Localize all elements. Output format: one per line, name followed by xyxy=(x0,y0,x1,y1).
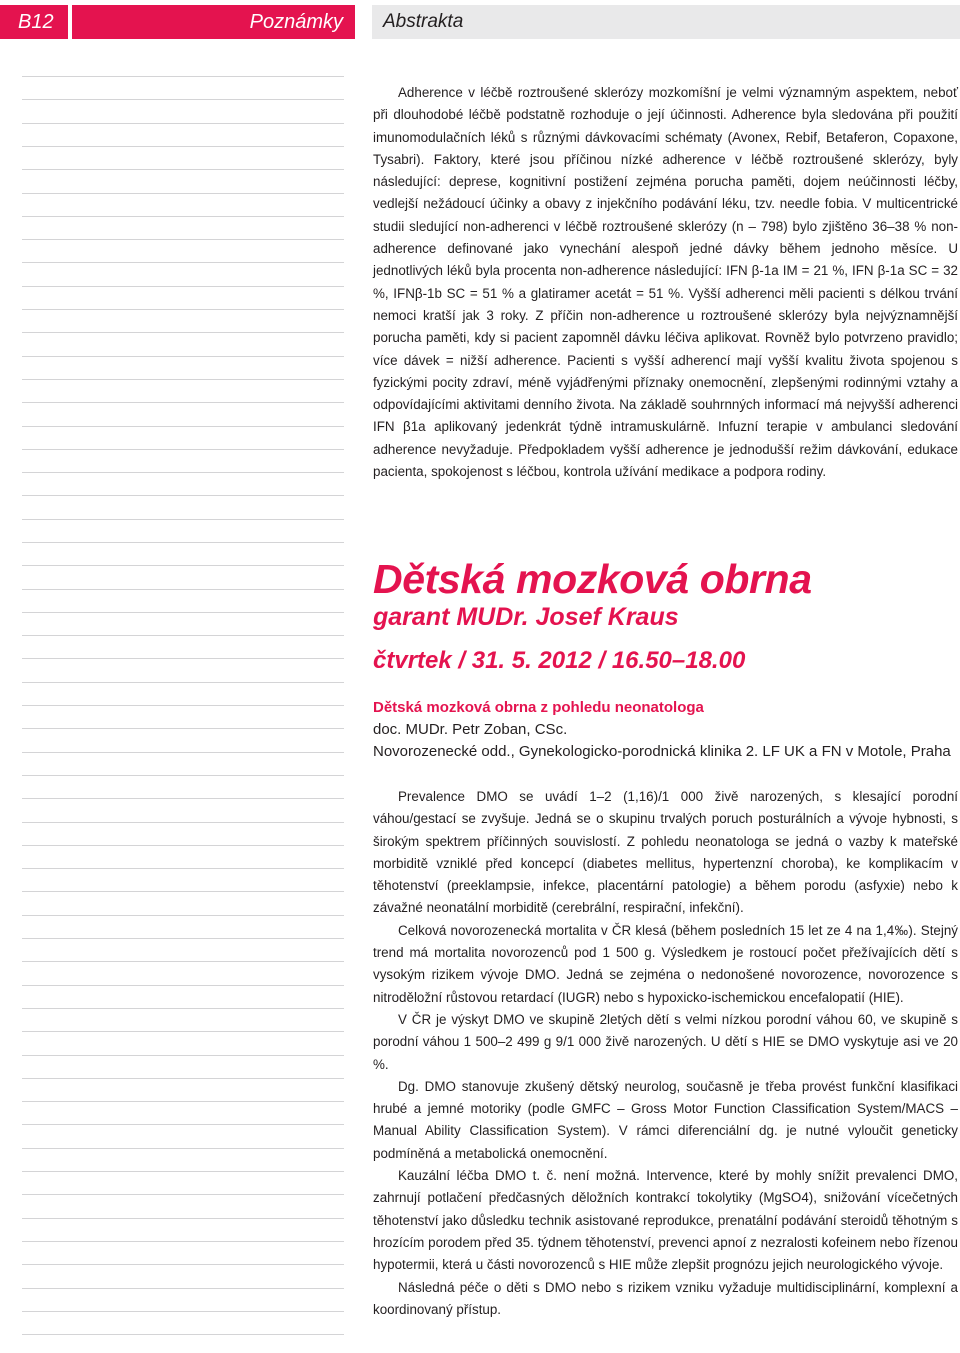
note-rule-line xyxy=(22,99,344,100)
note-rule-line xyxy=(22,1148,344,1149)
section-header: Abstrakta xyxy=(372,5,960,39)
note-rule-line xyxy=(22,938,344,939)
note-rule-line xyxy=(22,123,344,124)
talk-paragraph: Následná péče o děti s DMO nebo s rizikem vzniku vyžaduje multidisciplinární, komplexní a koordinovaný přístup. xyxy=(373,1279,958,1317)
note-rule-line xyxy=(22,1311,344,1312)
note-rule-line xyxy=(22,1171,344,1172)
page-number-tab: B12 xyxy=(0,5,68,39)
note-rule-line xyxy=(22,146,344,147)
note-rule-line xyxy=(22,635,344,636)
note-rule-line xyxy=(22,1334,344,1335)
note-rule-line xyxy=(22,1241,344,1242)
talk-text xyxy=(373,786,958,1321)
note-rule-line xyxy=(22,752,344,753)
note-rule-line xyxy=(22,169,344,170)
note-rule-line xyxy=(22,193,344,194)
note-rule-line xyxy=(22,1078,344,1079)
note-rule-line xyxy=(22,426,344,427)
talk-paragraph: Dg. DMO stanovuje zkušený dětský neurolog, současně je třeba provést funkční klasifikaci hrubé a jemné motoriky (podle GMFC – Gross Motor Function Classification System/MACS – Manual Ability Classification System). V rámci diferenciální dg. je nutné vyloučit geneticky podmíněná a metabolická onemocnění. xyxy=(373,1078,958,1161)
note-rule-line xyxy=(22,1218,344,1219)
section-title: Dětská mozková obrna xyxy=(373,556,812,602)
note-rule-line xyxy=(22,216,344,217)
abstract-paragraph: Adherence v léčbě roztroušené sklerózy mozkomíšní je velmi významným aspektem, neboť při dlouhodobé léčbě podstatně rozhoduje o její účinnosti. Adherence byla sledována při použití imunomodulačních léků s různými dávkovacími schématy (Avonex, Rebif, Betaferon, Copaxone, Tysabri). Faktory, které jsou příčinou nízké adherence v léčbě roztroušené sklerózy, byly následující: deprese, kognitivní postižení zejména porucha paměti, dojem neúčinnosti léčby, vedlejší nežádoucí účinky a obavy z injekčního podávání léku, tzv. needle fobia. V multicentrické studii sledující non-adherenci v léčbě roztroušené sklerózy (n – 798) bylo zjištěno 36–38 % non-adherence definované jako vynechání alespoň jedné dávky během jednoho měsíce. U jednotlivých léků byla procenta non-adherence následující: IFN β-1a IM = 21 %, IFN β-1a SC = 32 %, IFNβ-1b SC = 51 % a glatiramer acetát = 51 %. Vyšší adherenci měli pacienti s délkou trvání nemoci kratší jak 3 roky. Z příčin non-adherence u roztroušené sklerózy byla nejvýznamnější porucha paměti, kdy si pacient zapomněl dávku léčiva aplikovat. Rovněž bylo potvrzeno pravidlo; více dávek = nižší adherence. Pacienti s vyšší adherencí mají vyšší kvalitu života spojenou s fyzickými pocity zdraví, méně vyjádřenými příznaky onemocnění, zlepšenými rodinnými vztahy a odpovídajícími aktivitami denního života. Na základě souhrnných informací má nejvyšší adherenci IFN β1a aplikovaný jedenkrát týdně intramuskulárně. Infuzní terapie v ambulanci sledování adherence nevyžaduje. Předpokladem vyšší adherence je jednodušší režim dávkování, edukace pacienta, spokojenost s léčbou, kontrola užívání medikace a podpora rodiny. xyxy=(373,85,958,480)
note-rule-line xyxy=(22,1194,344,1195)
notes-column xyxy=(22,0,344,1353)
note-rule-line xyxy=(22,612,344,613)
note-rule-line xyxy=(22,822,344,823)
note-rule-line xyxy=(22,845,344,846)
talk-paragraph: Kauzální léčba DMO t. č. není možná. Intervence, které by mohly snížit prevalenci DMO, zahrnují potlačení předčasných děložních kontrakcí tokolytiky (MgSO4), snižování vícečetných těhotenství jako důsledku technik asistované reprodukce, prenatální podávání steroidů těhotným s hrozícím porodem před 35. týdnem těhotenství, prevenci apnoí z nezralosti kofeinem nebo řízenou hypotermii, která u části novorozenců s HIE může zlepšit prognózu jejich neurologického vývoje. xyxy=(373,1168,958,1273)
notes-header: Poznámky xyxy=(72,5,355,39)
note-rule-line xyxy=(22,868,344,869)
talk-title: Dětská mozková obrna z pohledu neonatologa xyxy=(373,699,704,716)
note-rule-line xyxy=(22,472,344,473)
note-rule-line xyxy=(22,891,344,892)
talk-author: doc. MUDr. Petr Zoban, CSc. xyxy=(373,721,568,738)
note-rule-line xyxy=(22,961,344,962)
note-rule-line xyxy=(22,775,344,776)
note-rule-line xyxy=(22,1288,344,1289)
note-rule-line xyxy=(22,519,344,520)
section-date: čtvrtek / 31. 5. 2012 / 16.50–18.00 xyxy=(373,647,746,674)
note-rule-line xyxy=(22,542,344,543)
note-rule-line xyxy=(22,1008,344,1009)
talk-paragraph: V ČR je výskyt DMO ve skupině 2letých dětí s velmi nízkou porodní váhou 60, ve skupině s porodní váhou 1 500–2 499 g 9/1 000 živě narozených. U dětí s HIE se DMO vyskytuje asi ve 20 %. xyxy=(373,1011,958,1072)
note-rule-line xyxy=(22,1055,344,1056)
talk-affiliation: Novorozenecké odd., Gynekologicko-porodnická klinika 2. LF UK a FN v Motole, Praha xyxy=(373,743,951,760)
note-rule-line xyxy=(22,1124,344,1125)
note-rule-line xyxy=(22,658,344,659)
note-rule-line xyxy=(22,286,344,287)
note-rule-line xyxy=(22,798,344,799)
note-rule-line xyxy=(22,262,344,263)
note-rule-line xyxy=(22,728,344,729)
note-rule-line xyxy=(22,1264,344,1265)
talk-paragraph: Celková novorozenecká mortalita v ČR klesá (během posledních 15 let ze 4 na 1,4‰). Stejný trend má mortalita novorozenců pod 1 500 g. Výsledkem je rostoucí počet přežívajících dětí s vysokým rizikem vývoje DMO. Jedná se zejména o nedonošené novorozence, novorozence s nitroděložní růstovou retardací (IUGR) nebo s hypoxicko-ischemickou encefalopatií (HIE). xyxy=(373,922,958,1005)
note-rule-line xyxy=(22,76,344,77)
note-rule-line xyxy=(22,449,344,450)
note-rule-line xyxy=(22,402,344,403)
abstract-text xyxy=(373,82,958,483)
note-rule-line xyxy=(22,332,344,333)
note-rule-line xyxy=(22,379,344,380)
note-rule-line xyxy=(22,705,344,706)
note-rule-line xyxy=(22,682,344,683)
note-rule-line xyxy=(22,589,344,590)
note-rule-line xyxy=(22,495,344,496)
section-garant: garant MUDr. Josef Kraus xyxy=(373,603,679,631)
note-rule-line xyxy=(22,565,344,566)
note-rule-line xyxy=(22,356,344,357)
talk-paragraph: Prevalence DMO se uvádí 1–2 (1,16)/1 000 živě narozených, s klesající porodní váhou/gestací se zvyšuje. Jedná se o skupinu trvalých poruch posturálních a vývoje hybnosti, s širokým spektrem příčinných souvislostí. Z pohledu neonatologa se jedná o vazby k mateřské morbiditě vzniklé před koncepcí (diabetes mellitus, hypertenzní choroba), ke komplikacím v těhotenství (preeklampsie, infekce, placentární patologie) a během porodu (asfyxie) nebo k závažné neonatální morbiditě (cerebrální, respirační, infekční). xyxy=(373,789,958,916)
note-rule-line xyxy=(22,239,344,240)
note-rule-line xyxy=(22,1101,344,1102)
note-rule-line xyxy=(22,915,344,916)
note-rule-line xyxy=(22,309,344,310)
note-rule-line xyxy=(22,985,344,986)
note-rule-line xyxy=(22,1031,344,1032)
